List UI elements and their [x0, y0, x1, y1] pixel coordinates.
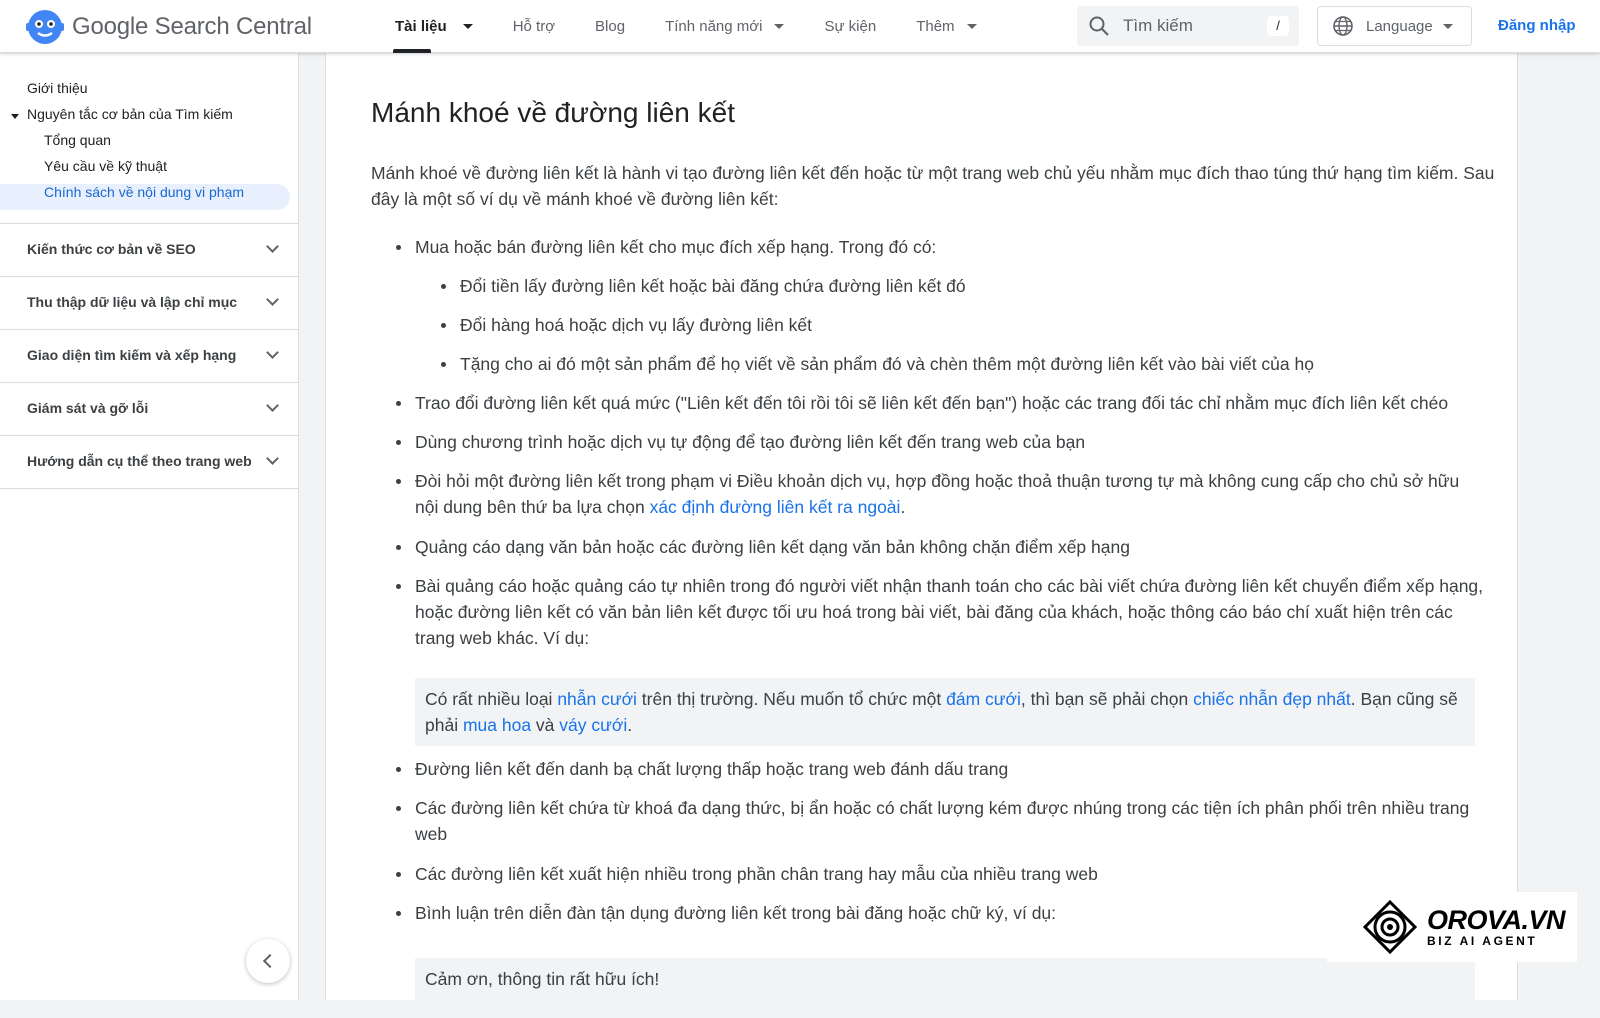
quote-link[interactable]: nhẫn cưới — [557, 689, 637, 709]
list-item: Quảng cáo dạng văn bản hoặc các đường liên kết dạng văn bản không chặn điểm xếp hạng — [415, 534, 1130, 560]
nav-them[interactable] — [896, 0, 996, 53]
google-search-central-logo[interactable] — [26, 8, 312, 46]
nav-su-kien[interactable] — [804, 0, 896, 53]
sidebar-item-chinh-sach-active[interactable]: Chính sách về nội dung vi phạm — [44, 184, 245, 200]
sign-in-link[interactable]: Đăng nhập — [1498, 17, 1576, 34]
section-label: Thu thập dữ liệu và lập chỉ mục — [27, 294, 238, 310]
example-quote-block — [415, 678, 1475, 746]
search-shortcut-key: / — [1267, 16, 1289, 36]
list-item: Bình luận trên diễn đàn tận dụng đường liên kết trong bài đăng hoặc chữ ký, ví dụ: — [415, 900, 1056, 926]
sidebar-item-gioi-thieu[interactable]: Giới thiệu — [27, 80, 88, 96]
quote-text: . — [627, 715, 633, 735]
section-label: Giao diện tìm kiếm và xếp hạng — [27, 347, 237, 363]
chevron-down-icon — [266, 293, 279, 306]
quote-text: Cảm ơn, thông tin rất hữu ích! — [425, 969, 660, 989]
section-label: Kiến thức cơ bản về SEO — [27, 241, 196, 257]
top-bar — [0, 0, 1600, 53]
nav-label: Blog — [595, 18, 626, 35]
sidebar-item-yeu-cau-ky-thuat[interactable]: Yêu cầu về kỹ thuật — [44, 158, 167, 174]
brand-name: Google Search Central — [72, 13, 312, 40]
section-label: Giám sát và gỡ lỗi — [27, 400, 149, 416]
caret-down-icon — [774, 24, 784, 29]
list-item: Tặng cho ai đó một sản phẩm để họ viết về sản phẩm đó và chèn thêm một đường liên kết vào bài viết của họ — [460, 351, 1314, 377]
search-icon — [1087, 14, 1111, 38]
sidebar-section-monitoring[interactable] — [0, 382, 299, 435]
collapse-sidebar-button[interactable] — [246, 939, 290, 983]
nav-label: Tính năng mới — [665, 18, 763, 35]
article-content — [325, 53, 1518, 1000]
search-placeholder: Tìm kiếm — [1123, 16, 1193, 35]
sidebar-section-seo[interactable] — [0, 223, 299, 276]
main-nav — [375, 0, 997, 53]
search-central-mascot-icon — [26, 8, 64, 46]
sidebar-section-crawling[interactable] — [0, 276, 299, 329]
expand-arrow-icon[interactable] — [11, 114, 19, 119]
outbound-link-qualify-link[interactable]: xác định đường liên kết ra ngoài — [649, 497, 901, 517]
sidebar-item-nguyen-tac[interactable]: Nguyên tắc cơ bản của Tìm kiếm — [27, 106, 233, 122]
nav-blog[interactable] — [575, 0, 645, 53]
list-item: Đường liên kết đến danh bạ chất lượng thấp hoặc trang web đánh dấu trang — [415, 756, 1008, 782]
nav-ho-tro[interactable] — [493, 0, 575, 53]
chevron-down-icon — [266, 346, 279, 359]
sidebar-item-tong-quan[interactable]: Tổng quan — [44, 132, 111, 148]
list-item: Mua hoặc bán đường liên kết cho mục đích xếp hạng. Trong đó có: — [415, 234, 936, 260]
list-item: Các đường liên kết chứa từ khoá đa dạng thức, bị ẩn hoặc có chất lượng kém được nhúng trong các tiện ích phân phối trên nhiều trang web — [415, 795, 1480, 847]
intro-paragraph: Mánh khoé về đường liên kết là hành vi tạo đường liên kết đến hoặc từ một trang web chủ yếu nhằm mục đích thao túng thứ hạng tìm kiếm. Sau đây là một số ví dụ về mánh khoé về đường liên kết: — [371, 163, 1495, 209]
list-item: Đổi hàng hoá hoặc dịch vụ lấy đường liên kết — [460, 312, 812, 338]
quote-text: , thì bạn sẽ phải chọn — [1020, 689, 1194, 709]
list-item: Dùng chương trình hoặc dịch vụ tự động để tạo đường liên kết đến trang web của bạn — [415, 429, 1085, 455]
caret-down-icon — [463, 24, 473, 29]
quote-link[interactable]: chiếc nhẫn đẹp nhất — [1193, 689, 1351, 709]
nav-label: Tài liệu — [395, 18, 447, 35]
quote-link[interactable]: đám cưới — [946, 689, 1021, 709]
caret-down-icon — [967, 24, 977, 29]
quote-text: Có rất nhiều loại — [425, 689, 558, 709]
sidebar-section-appearance[interactable] — [0, 329, 299, 382]
globe-icon — [1332, 15, 1354, 37]
nav-label: Thêm — [916, 18, 955, 35]
sidebar — [0, 53, 299, 1000]
chevron-down-icon — [266, 240, 279, 253]
quote-link[interactable]: váy cưới — [559, 715, 628, 735]
quote-text: và — [531, 715, 560, 735]
quote-text: . Bạn cũng sẽ phải — [425, 689, 1458, 735]
chevron-down-icon — [266, 399, 279, 412]
caret-down-icon — [1443, 24, 1453, 29]
watermark-title: OROVA.VN — [1427, 905, 1566, 935]
nav-tai-lieu[interactable] — [375, 0, 493, 53]
nav-label: Sự kiện — [824, 18, 877, 35]
quote-text: trên thị trường. Nếu muốn tổ chức một — [636, 689, 947, 709]
chevron-down-icon — [266, 452, 279, 465]
language-selector[interactable] — [1317, 6, 1472, 46]
list-item: Trao đổi đường liên kết quá mức ("Liên kết đến tôi rồi tôi sẽ liên kết đến bạn") hoặc các trang đối tác chỉ nhằm mục đích liên kết chéo — [415, 390, 1448, 416]
quote-link[interactable]: mua hoa — [462, 715, 532, 735]
language-label: Language — [1366, 17, 1433, 35]
watermark-text — [1427, 906, 1565, 948]
watermark-subtitle: BIZ AI AGENT — [1427, 934, 1538, 948]
nav-label: Hỗ trợ — [512, 18, 556, 35]
nav-tinh-nang-moi[interactable] — [645, 0, 804, 53]
list-item-text: Đòi hỏi một đường liên kết trong phạm vi Điều khoản dịch vụ, hợp đồng hoặc thoả thuận tương tự mà không cung cấp cho chủ sở hữu nội dung bên thứ ba lựa chọn — [415, 471, 1460, 517]
list-item: Bài quảng cáo hoặc quảng cáo tự nhiên trong đó người viết nhận thanh toán cho các bài viết chứa đường liên kết chuyển điểm xếp hạng, hoặc đường liên kết có văn bản liên kết được tối ưu hoá trong bài viết, bài đăng của khách, hoặc thông cáo báo chí xuất hiện trên các trang web khác. Ví dụ: — [415, 573, 1485, 651]
orova-logo-icon — [1363, 900, 1417, 954]
example-quote-block — [415, 958, 1475, 1018]
page-title: Mánh khoé về đường liên kết — [371, 97, 735, 128]
list-item: Các đường liên kết xuất hiện nhiều trong phần chân trang hay mẫu của nhiều trang web — [415, 861, 1098, 887]
section-label: Hướng dẫn cụ thể theo trang web — [27, 453, 252, 469]
list-item: Đổi tiền lấy đường liên kết hoặc bài đăng chứa đường liên kết đó — [460, 273, 966, 299]
sidebar-section-site-specific[interactable] — [0, 435, 299, 489]
list-item — [415, 468, 1480, 520]
search-box[interactable] — [1077, 6, 1299, 46]
list-item-text: . — [900, 497, 906, 517]
orova-watermark — [1327, 892, 1577, 962]
